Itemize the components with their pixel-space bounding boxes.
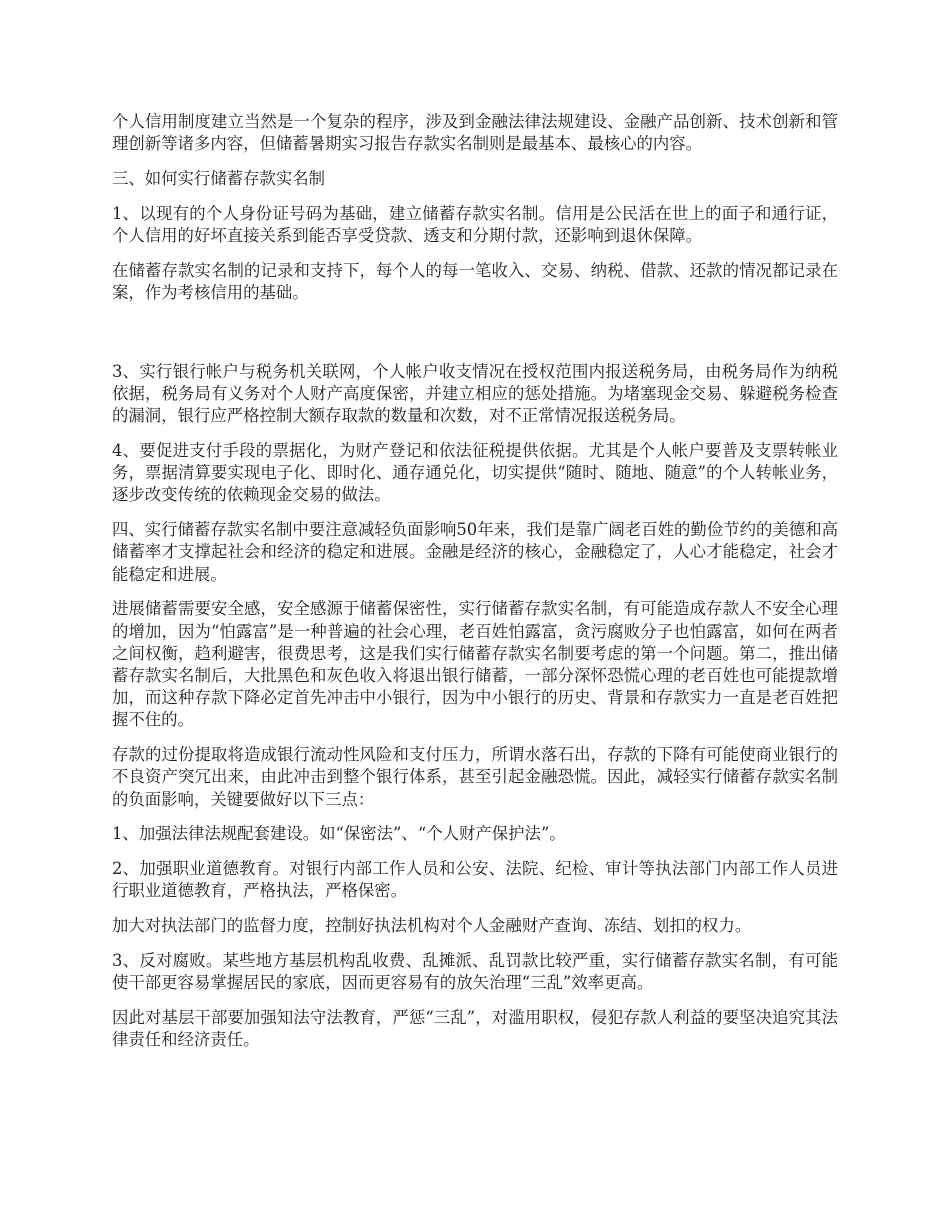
paragraph-supervision: 加大对执法部门的监督力度，控制好执法机构对个人金融财产查询、冻结、划扣的权力。 xyxy=(112,916,752,936)
paragraph-point-1-law: 1、加强法律法规配套建设。如“保密法”、“个人财产保护法”。 xyxy=(112,824,566,844)
paragraph-section-four: 四、实行储蓄存款实名制中要注意减轻负面影响50年来，我们是靠广阔老百姓的勤俭节约的美德和高储蓄率才支撑起社会和经济的稳定和进展。金融是经济的核心，金融稳定了，人心才能稳定，社会才能稳定和进展。 xyxy=(112,520,838,584)
paragraph-security: 进展储蓄需要安全感，安全感源于储蓄保密性，实行储蓄存款实名制，有可能造成存款人不安全心理的增加，因为“怕露富”是一种普遍的社会心理，老百姓怕露富，贪污腐败分子也怕露富，如何在两者之间权衡，趋利避害，很费思考，这是我们实行储蓄存款实名制要考虑的第一个问题。第二，推出储蓄存款实名制后，大批黑色和灰色收入将退出银行储蓄，一部分深怀恐慌心理的老百姓也可能提款增加，而这种存款下降必定首先冲击中小银行，因为中小银行的历史、背景和存款实力一直是老百姓把握不住的。 xyxy=(112,599,838,730)
section-heading-three: 三、如何实行储蓄存款实名制 xyxy=(112,169,326,188)
paragraph-item-4-payments: 4、要促进支付手段的票据化，为财产登记和依法征税提供依据。尤其是个人帐户要普及支票转帐业务，票据清算要实现电子化、即时化、通存通兑化，切实提供“随时、随地、随意”的个人转帐业务，逐步改变传统的依赖现金交易的做法。 xyxy=(112,441,838,505)
paragraph-credit-system: 个人信用制度建立当然是一个复杂的程序，涉及到金融法律法规建设、金融产品创新、技术创新和管理创新等诸多内容，但储蓄暑期实习报告存款实名制则是最基本、最核心的内容。 xyxy=(112,112,838,154)
blank-gap xyxy=(112,317,838,361)
paragraph-point-3-corruption: 3、反对腐败。某些地方基层机构乱收费、乱摊派、乱罚款比较严重，实行储蓄存款实名制，有可能使干部更容易掌握居民的家底，因而更容易有的放矢治理“三乱”效率更高。 xyxy=(112,951,838,993)
paragraph-item-1-id-number: 1、以现有的个人身份证号码为基础，建立储蓄存款实名制。信用是公民活在世上的面子和通行证，个人信用的好坏直接关系到能否享受贷款、透支和分期付款，还影响到退休保障。 xyxy=(112,203,838,245)
paragraph-conclusion: 因此对基层干部要加强知法守法教育，严惩“三乱”，对滥用职权，侵犯存款人利益的要坚决追究其法律责任和经济责任。 xyxy=(112,1008,838,1050)
paragraph-item-3-tax-link: 3、实行银行帐户与税务机关联网，个人帐户收支情况在授权范围内报送税务局，由税务局作为纳税依据，税务局有义务对个人财产高度保密，并建立相应的惩处措施。为堵塞现金交易、躲避税务检查的漏洞，银行应严格控制大额存取款的数量和次数，对不正常情况报送税务局。 xyxy=(112,361,838,426)
paragraph-point-2-ethics: 2、加强职业道德教育。对银行内部工作人员和公安、法院、纪检、审计等执法部门内部工作人员进行职业道德教育，严格执法，严格保密。 xyxy=(112,859,838,901)
paragraph-withdrawal-risk: 存款的过份提取将造成银行流动性风险和支付压力，所谓水落石出，存款的下降有可能使商业银行的不良资产突冗出来，由此冲击到整个银行体系，甚至引起金融恐慌。因此，减轻实行储蓄存款实名制的负面影响，关键要做好以下三点： xyxy=(112,745,838,809)
paragraph-records: 在储蓄存款实名制的记录和支持下，每个人的每一笔收入、交易、纳税、借款、还款的情况都记录在案，作为考核信用的基础。 xyxy=(112,260,838,302)
